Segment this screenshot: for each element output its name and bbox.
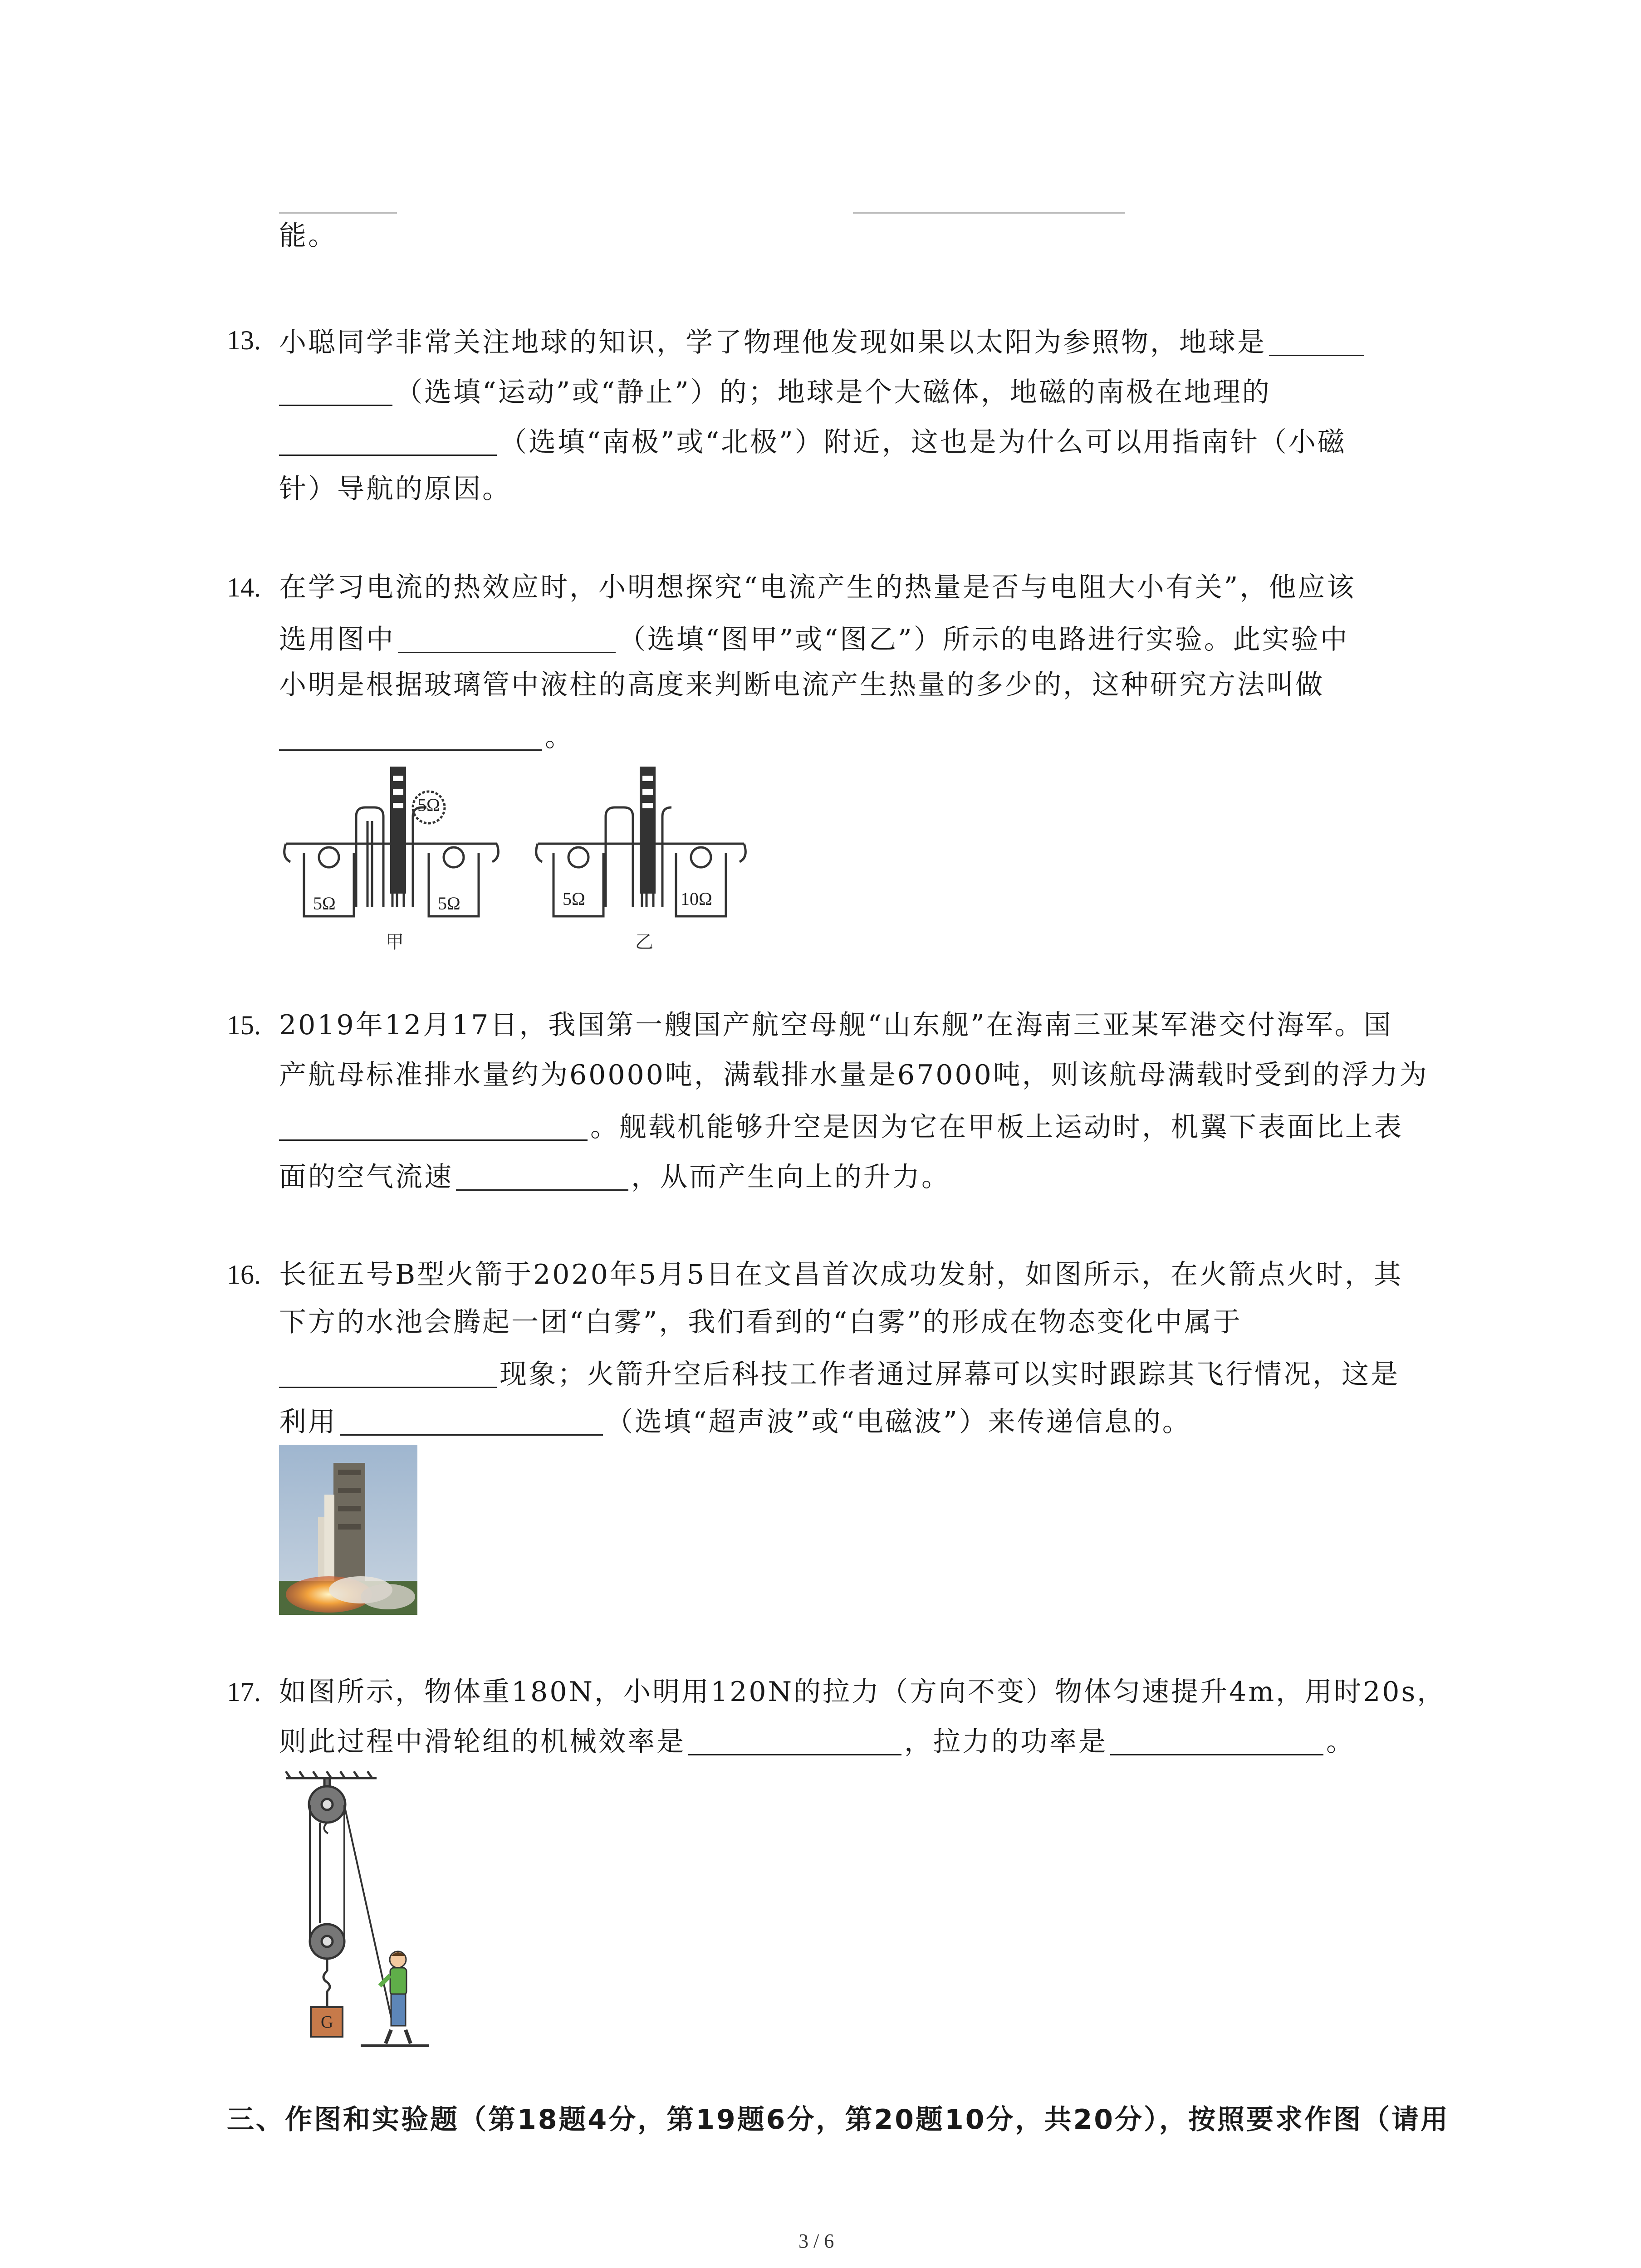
pulley-system-figure <box>279 1769 433 2050</box>
fixed-pulley <box>309 1778 345 1823</box>
q13-text-3: （选填“南极”或“北极”）附近，这也是为什么可以用指南针（小磁 <box>500 426 1347 458</box>
q17-line1: 如图所示，物体重180N，小明用120N的拉力（方向不变）物体匀速提升4m，用时20s， <box>279 1676 1446 1708</box>
q17-text-2a: 则此过程中滑轮组的机械效率是 <box>279 1726 686 1758</box>
q16-text-4a: 利用 <box>279 1406 337 1438</box>
q15-line3 <box>279 1111 1403 1141</box>
fig-b-caption: 乙 <box>635 932 653 953</box>
q15-number: 15. <box>227 1010 261 1040</box>
fig-a-left-label: 5Ω <box>313 893 336 914</box>
q13-blank-1b[interactable] <box>279 376 392 406</box>
q17-number: 17. <box>227 1677 261 1707</box>
q13-line4: 针）导航的原因。 <box>279 473 511 505</box>
person-figure <box>380 1951 411 2043</box>
q14-line2 <box>279 624 1349 653</box>
fig-a-top-label: 5Ω <box>417 795 440 815</box>
page-number: 3 / 6 <box>798 2230 834 2252</box>
q15-text-4a: 面的空气流速 <box>279 1161 453 1193</box>
movable-pulley <box>310 1924 344 1959</box>
q13-text-2: （选填“运动”或“静止”）的；地球是个大磁体，地磁的南极在地理的 <box>395 376 1271 408</box>
q15-line1: 2019年12月17日，我国第一艘国产航空母舰“山东舰”在海南三亚某军港交付海军。国 <box>279 1009 1393 1041</box>
q16-line2: 下方的水池会腾起一团“白雾”，我们看到的“白雾”的形成在物态变化中属于 <box>279 1306 1242 1338</box>
q16-number: 16. <box>227 1260 261 1290</box>
q14-text-2b: （选填“图甲”或“图乙”）所示的电路进行实验。此实验中 <box>618 624 1349 655</box>
top-rule-left <box>279 212 397 214</box>
rocket-launch-photo <box>279 1445 417 1615</box>
q14-line1: 在学习电流的热效应时，小明想探究“电流产生的热量是否与电阻大小有关”，他应该 <box>279 572 1356 603</box>
fig-a-right-label: 5Ω <box>438 893 460 914</box>
q14-blank-2[interactable] <box>279 721 542 751</box>
q14-text-2a: 选用图中 <box>279 624 395 655</box>
section-3-heading: 三、作图和实验题（第18题4分，第19题6分，第20题10分，共20分），按照要求作图（请用 <box>227 2104 1450 2136</box>
q16-text-4b: （选填“超声波”或“电磁波”）来传递信息的。 <box>606 1406 1191 1438</box>
q16-text-3: 现象；火箭升空后科技工作者通过屏幕可以实时跟踪其飞行情况，这是 <box>500 1359 1400 1390</box>
fig-b-left-label: 5Ω <box>563 889 585 909</box>
prev-question-tail: 能。 <box>279 220 337 252</box>
q13-blank-1a[interactable] <box>1269 327 1364 356</box>
q15-blank-1[interactable] <box>279 1111 588 1141</box>
q13-text-1: 小聪同学非常关注地球的知识，学了物理他发现如果以太阳为参照物，地球是 <box>279 327 1266 358</box>
q17-line2 <box>279 1726 1355 1758</box>
q14-blank-1[interactable] <box>398 624 616 653</box>
q14-line4 <box>279 721 574 751</box>
q14-text-4: 。 <box>545 721 574 753</box>
q13-line1 <box>279 327 1367 356</box>
q14-line3: 小明是根据玻璃管中液柱的高度来判断电流产生热量的多少的，这种研究方法叫做 <box>279 669 1324 701</box>
q15-text-4b: ，从而产生向上的升力。 <box>631 1161 950 1193</box>
q13-line2 <box>279 376 1271 406</box>
q16-blank-2[interactable] <box>340 1406 603 1436</box>
q17-text-2c: 。 <box>1326 1726 1355 1758</box>
fig-a-caption: 甲 <box>386 932 404 953</box>
q16-line1: 长征五号B型火箭于2020年5月5日在文昌首次成功发射，如图所示，在火箭点火时，其 <box>279 1259 1403 1290</box>
q15-line4 <box>279 1161 950 1191</box>
q17-blank-2[interactable] <box>1110 1726 1323 1755</box>
q16-line3 <box>279 1359 1400 1388</box>
fig-b-right-label: 10Ω <box>681 889 712 909</box>
q17-text-2b: ，拉力的功率是 <box>904 1726 1107 1758</box>
q16-blank-1[interactable] <box>279 1359 497 1388</box>
q14-number: 14. <box>227 572 261 602</box>
q15-blank-2[interactable] <box>456 1161 628 1191</box>
q16-line4 <box>279 1406 1191 1436</box>
q14-circuit-figure <box>277 758 758 962</box>
weight-label: G <box>321 2013 333 2032</box>
q13-number: 13. <box>227 325 261 355</box>
q17-blank-1[interactable] <box>688 1726 901 1755</box>
q15-text-3: 。舰载机能够升空是因为它在甲板上运动时，机翼下表面比上表 <box>590 1111 1403 1143</box>
q13-blank-2[interactable] <box>279 426 497 456</box>
top-rule-right <box>853 212 1125 214</box>
q13-line3 <box>279 426 1347 456</box>
q15-line2: 产航母标准排水量约为60000吨，满载排水量是67000吨，则该航母满载时受到的浮力为 <box>279 1059 1429 1091</box>
